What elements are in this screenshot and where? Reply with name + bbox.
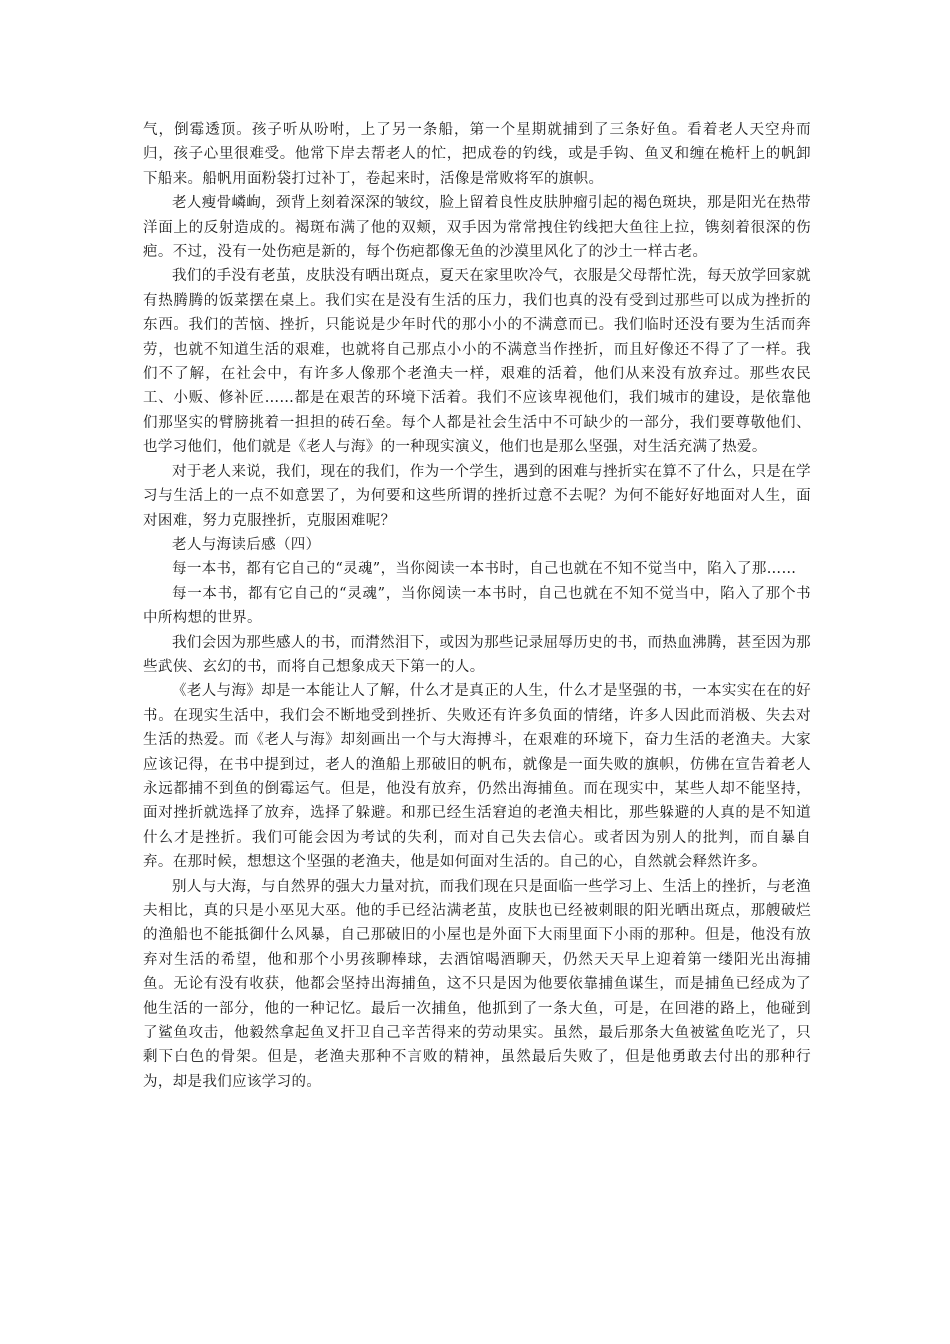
paragraph-real-life: 《老人与海》却是一本能让人了解，什么才是真正的人生，什么才是坚强的书，一本实实在在的好书。在现实生活中，我们会不断地受到挫折、失败还有许多负面的情绪，许多人因此而消极、失去对生活的热爱。而《老人与海》却刻画出一个与大海搏斗，在艰难的环境下，奋力生活的老渔夫。大家应该记得，在书中提到过，老人的渔船上那破旧的帆布，就像是一面失败的旗帜，仿佛在宣告着老人永远都捕不到鱼的倒霉运气。但是，他没有放弃，仍然出海捕鱼。而在现实中，某些人却不能坚持，面对挫折就选择了放弃，选择了躲避。和那已经生活窘迫的老渔夫相比，那些躲避的人真的是不知道什么才是挫折。我们可能会因为考试的失利，而对自己失去信心。或者因为别人的批判，而自暴自弃。在那时候，想想这个坚强的老渔夫，他是如何面对生活的。自己的心，自然就会释然许多。 xyxy=(143,683,811,871)
paragraph-book-soul-excerpt: 每一本书，都有它自己的“灵魂”，当你阅读一本书时，自己也就在不知不觉当中，陷入了那…… xyxy=(172,561,797,578)
paragraph-our-hands: 我们的手没有老茧，皮肤没有晒出斑点，夏天在家里吹冷气，衣服是父母帮忙洗，每天放学回家就有热腾腾的饭菜摆在桌上。我们实在是没有生活的压力，我们也真的没有受到过那些可以成为挫折的东西。我们的苦恼、挫折，只能说是少年时代的那小小的不满意而已。我们临时还没有要为生活而奔劳，也就不知道生活的艰难，也就将自己那点小小的不满意当作挫折，而且好像还不得了了一样。我们不了解，在社会中，有许多人像那个老渔夫一样，艰难的活着，他们从来没有放弃过。那些农民工、小贩、修补匠……都是在艰苦的环境下活着。我们不应该卑视他们，我们城市的建设，是依靠他们那坚实的臂膀挑着一担担的砖石垒。每个人都是社会生活中不可缺少的一部分，我们要尊敬他们、也学习他们，他们就是《老人与海》的一种现实演义，他们也是那么坚强，对生活充满了热爱。 xyxy=(143,268,811,456)
paragraph-book-soul: 每一本书，都有它自己的“灵魂”，当你阅读一本书时，自己也就在不知不觉当中，陷入了那个书中所构想的世界。 xyxy=(143,585,811,627)
paragraph-moving-books: 我们会因为那些感人的书，而潸然泪下，或因为那些记录屈辱历史的书，而热血沸腾，甚至因为那些武侠、玄幻的书，而将自己想象成天下第一的人。 xyxy=(143,634,811,675)
section-heading: 老人与海读后感（四） xyxy=(172,536,321,553)
paragraph-man-and-sea: 别人与大海，与自然界的强大力量对抗，而我们现在只是面临一些学习上、生活上的挫折，与老渔夫相比，真的只是小巫见大巫。他的手已经沾满老茧，皮肤也已经被刺眼的阳光晒出斑点，那艘破烂的渔船也不能抵御什么风暴，自己那破旧的小屋也是外面下大雨里面下小雨的那种。但是，他没有放弃对生活的希望，他和那个小男孩聊棒球，去酒馆喝酒聊天，仍然天天早上迎着第一缕阳光出海捕鱼。无论有没有收获，他都会坚持出海捕鱼，这不只是因为他要依靠捕鱼谋生，而是捕鱼已经成为了他生活的一部分，他的一种记忆。最后一次捕鱼，他抓到了一条大鱼，可是，在回港的路上，他碰到了鲨鱼攻击，他毅然拿起鱼叉扞卫自己辛苦得来的劳动果实。虽然，最后那条大鱼被鲨鱼吃光了，只剩下白色的骨架。但是，老渔夫那种不言败的精神，虽然最后失败了，但是他勇敢去付出的那种行为，却是我们应该学习的。 xyxy=(143,878,811,1090)
paragraph-continuation: 气，倒霉透顶。孩子听从吩咐，上了另一条船，第一个星期就捕到了三条好鱼。看着老人天空舟而归，孩子心里很难受。他常下岸去帮老人的忙，把成卷的钓线，或是手钩、鱼叉和缠在桅杆上的帆卸下船来。船帆用面粉袋打过补丁，卷起来时，活像是常败将军的旗帜。 xyxy=(143,122,811,187)
paragraph-for-the-old-man: 对于老人来说，我们，现在的我们，作为一个学生，遇到的困难与挫折实在算不了什么，只是在学习与生活上的一点不如意罢了，为何要和这些所谓的挫折过意不去呢？为何不能好好地面对人生，面对困难，努力克服挫折，克服困难呢？ xyxy=(143,463,811,529)
document-page xyxy=(143,118,811,1094)
paragraph-old-man-description: 老人瘦骨嶙峋，颈背上刻着深深的皱纹，脸上留着良性皮肤肿瘤引起的褐色斑块，那是阳光在热带洋面上的反射造成的。褐斑布满了他的双颊，双手因为常常拽住钓线把大鱼往上拉，镌刻着很深的伤疤。不过，没有一处伤疤是新的，每个伤疤都像无鱼的沙漠里风化了的沙土一样古老。 xyxy=(143,195,811,261)
